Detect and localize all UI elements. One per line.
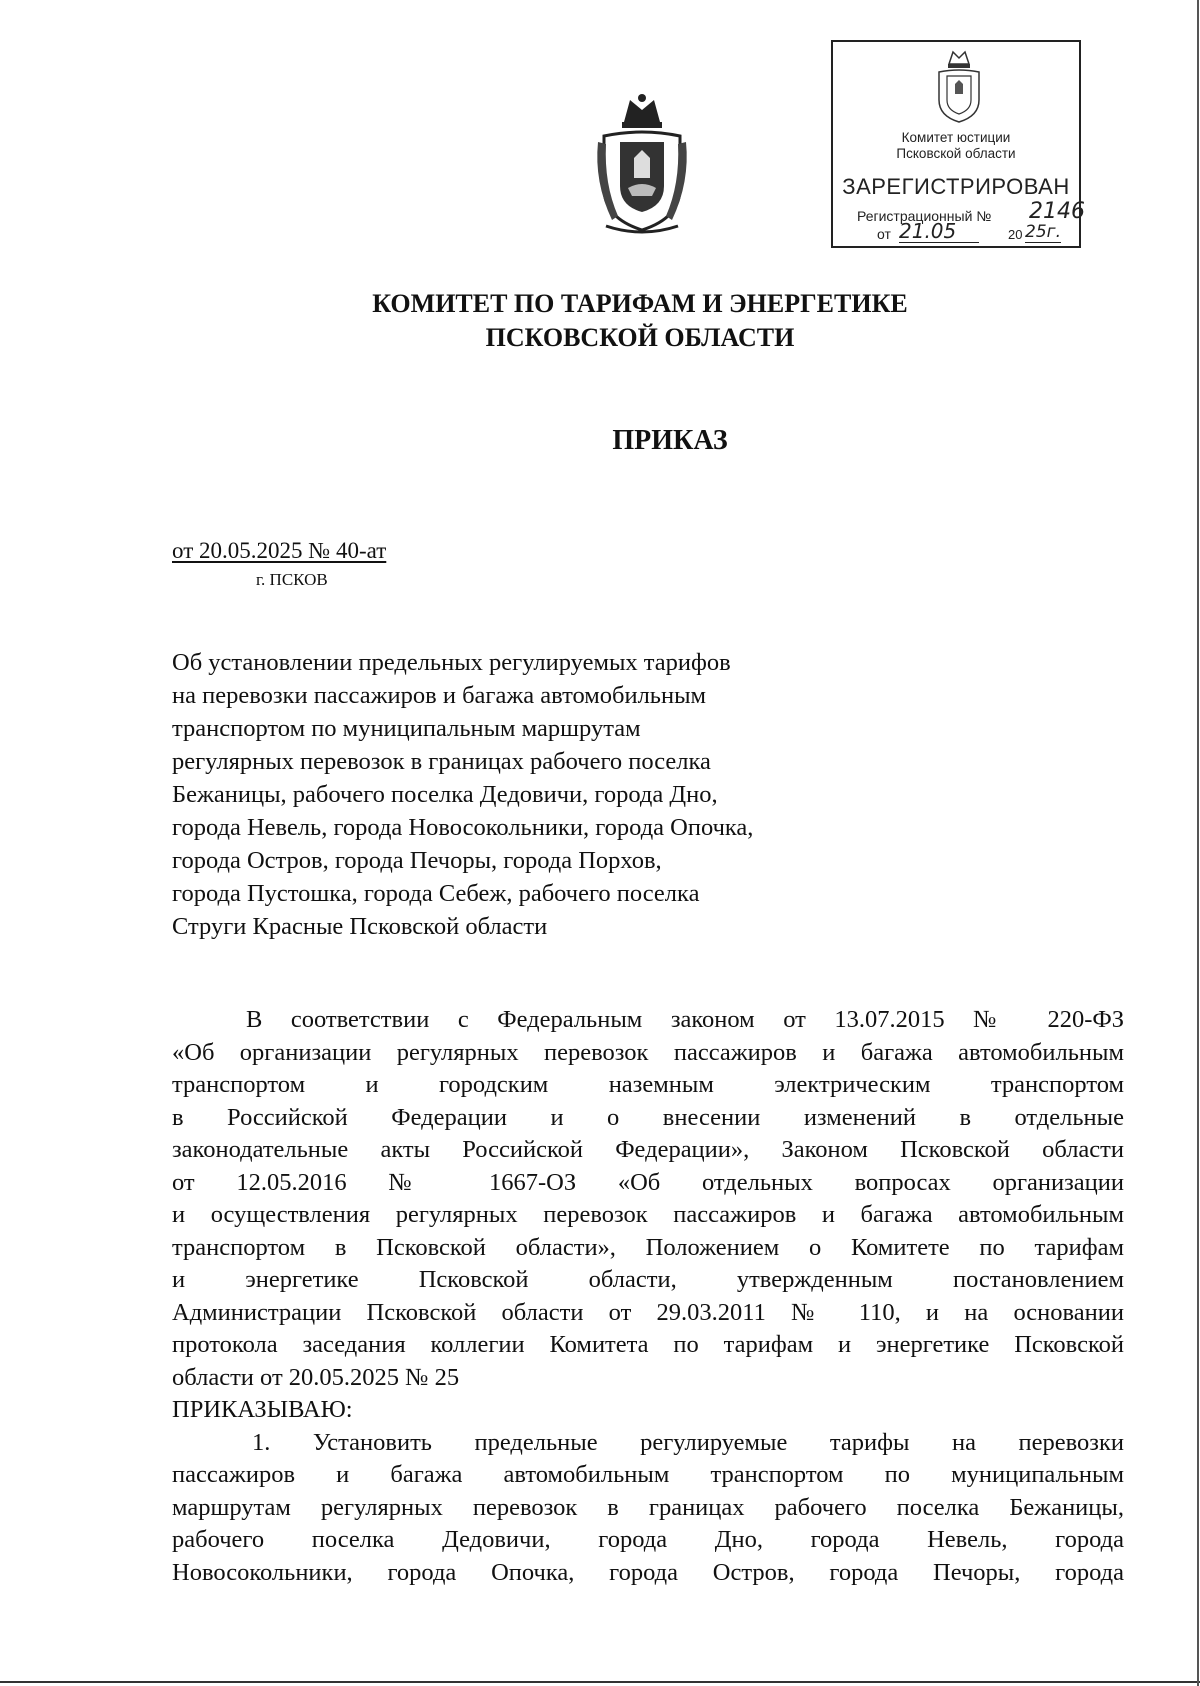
stamp-org-name: Комитет юстиции bbox=[901, 130, 1011, 145]
subject-line: города Невель, города Новосокольники, города Опочка, bbox=[172, 814, 754, 841]
registration-stamp bbox=[831, 40, 1085, 248]
stamp-year: 25г. bbox=[1025, 222, 1061, 242]
body-line: от 12.05.2016 № 1667-ОЗ «Об отдельных вопросах организации bbox=[172, 1168, 1124, 1196]
body-line: транспортом и городским наземным электрическим транспортом bbox=[172, 1071, 1124, 1098]
prikazyvayu-keyword: ПРИКАЗЫВАЮ: bbox=[172, 1396, 353, 1423]
stamp-status: ЗАРЕГИСТРИРОВАН bbox=[842, 174, 1070, 199]
body-line: и энергетике Псковской области, утвержденным постановлением bbox=[172, 1266, 1124, 1293]
stamp-reg-number: 2146 bbox=[1029, 199, 1085, 224]
stamp-date: 21.05 bbox=[899, 220, 979, 243]
committee-region: ПСКОВСКОЙ ОБЛАСТИ bbox=[485, 323, 795, 352]
subject-line: Бежаницы, рабочего поселка Дедовичи, города Дно, bbox=[172, 781, 718, 808]
subject-line: Струги Красные Псковской области bbox=[172, 913, 548, 940]
body-line: законодательные акты Российской Федерации», Законом Псковской области bbox=[172, 1136, 1124, 1163]
stamp-year-prefix: 20 bbox=[1008, 227, 1023, 242]
page-bottom-edge bbox=[0, 1681, 1200, 1683]
clause-1-line: маршрутам регулярных перевозок в границах рабочего поселка Бежаницы, bbox=[172, 1493, 1124, 1521]
body-line: в Российской Федерации и о внесении изменений в отдельные bbox=[172, 1103, 1124, 1131]
body-line: и осуществления регулярных перевозок пассажиров и багажа автомобильным bbox=[172, 1201, 1124, 1228]
subject-line: Об установлении предельных регулируемых тарифов bbox=[172, 649, 731, 676]
subject-line: города Остров, города Печоры, города Порхов, bbox=[172, 847, 662, 874]
order-number: от 20.05.2025 № 40-ат bbox=[172, 538, 387, 563]
body-line: протокола заседания коллегии Комитета по тарифам и энергетике Псковской bbox=[172, 1331, 1124, 1358]
body-line: В соответствии с Федеральным законом от 13.07.2015 № 220-ФЗ bbox=[246, 1006, 1124, 1033]
subject-line: транспортом по муниципальным маршрутам bbox=[172, 715, 641, 742]
clause-1-line: Новосокольники, города Опочка, города Остров, города Печоры, города bbox=[172, 1558, 1124, 1586]
body-line: области от 20.05.2025 № 25 bbox=[172, 1363, 460, 1391]
clause-1-line: 1. Установить предельные регулируемые тарифы на перевозки bbox=[252, 1428, 1124, 1456]
coat-of-arms-emblem bbox=[594, 92, 690, 238]
clause-1-line: рабочего поселка Дедовичи, города Дно, города Невель, города bbox=[172, 1526, 1124, 1553]
order-body bbox=[172, 1004, 1124, 1589]
subject-line: регулярных перевозок в границах рабочего поселка bbox=[172, 748, 711, 775]
body-line: транспортом в Псковской области», Положением о Комитете по тарифам bbox=[172, 1233, 1124, 1261]
stamp-emblem bbox=[933, 48, 985, 128]
clause-1-line: пассажиров и багажа автомобильным транспортом по муниципальным bbox=[172, 1461, 1124, 1488]
body-line: Администрации Псковской области от 29.03.2011 № 110, и на основании bbox=[172, 1298, 1124, 1326]
order-subject bbox=[172, 646, 872, 943]
stamp-reg-label: Регистрационный № bbox=[857, 208, 992, 224]
stamp-date-prefix: от bbox=[877, 226, 891, 242]
stamp-org-region: Псковской области bbox=[896, 146, 1016, 161]
subject-line: на перевозки пассажиров и багажа автомобильным bbox=[172, 682, 707, 709]
page-right-edge bbox=[1197, 0, 1199, 1686]
subject-line: города Пустошка, города Себеж, рабочего поселка bbox=[172, 880, 700, 907]
document-type: ПРИКАЗ bbox=[612, 425, 728, 456]
body-line: «Об организации регулярных перевозок пассажиров и багажа автомобильным bbox=[172, 1038, 1124, 1066]
order-city: г. ПСКОВ bbox=[256, 570, 328, 589]
committee-title: КОМИТЕТ ПО ТАРИФАМ И ЭНЕРГЕТИКЕ bbox=[372, 289, 908, 318]
